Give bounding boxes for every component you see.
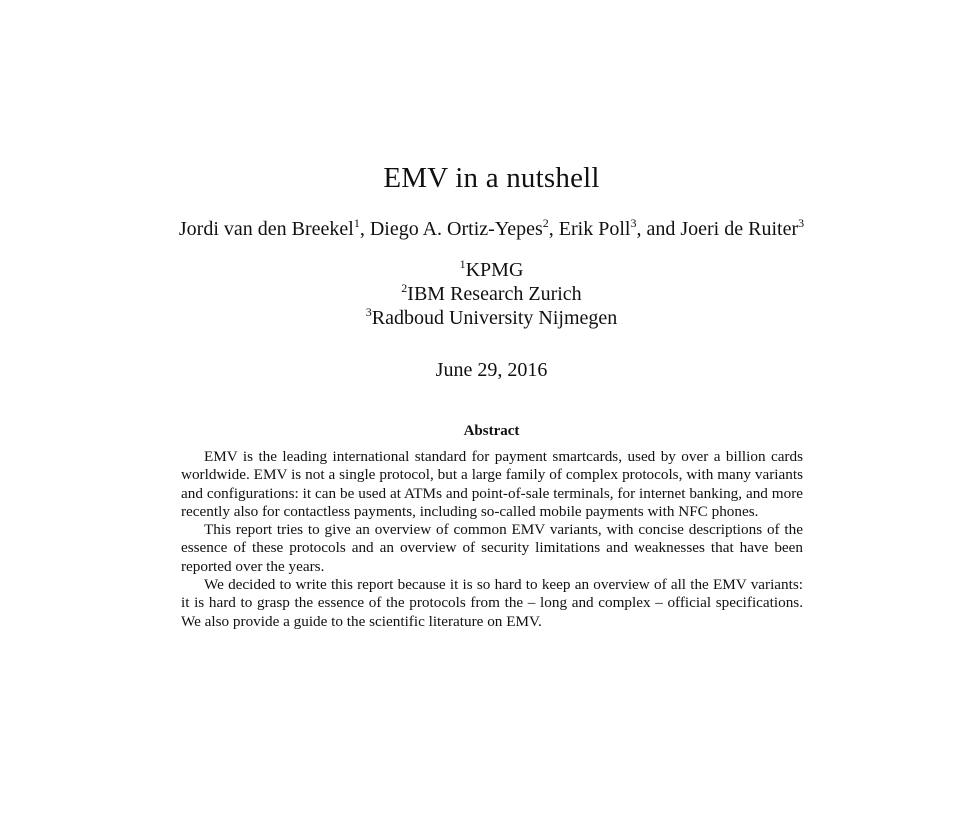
abstract-body [181, 448, 803, 631]
paper-title: EMV in a nutshell [383, 162, 600, 194]
affiliation-item [0, 306, 976, 330]
author-name: Diego A. Ortiz-Yepes [369, 218, 543, 240]
author-separator: , [359, 218, 370, 240]
author-affiliation-mark: 1 [353, 216, 360, 230]
affiliation-list [0, 258, 976, 330]
affiliation-name: Radboud University Nijmegen [371, 307, 618, 329]
affiliation-item [0, 258, 976, 282]
abstract-heading: Abstract [463, 423, 520, 439]
publication-date: June 29, 2016 [435, 359, 548, 381]
affiliation-number: 2 [401, 281, 408, 295]
affiliation-name: KPMG [465, 259, 524, 281]
author-affiliation-mark: 2 [542, 216, 549, 230]
author-affiliation-mark: 3 [630, 216, 637, 230]
author-separator: , [548, 218, 559, 240]
abstract-paragraph: This report tries to give an overview of common EMV variants, with concise descriptions of the essence of these protocols and an overview of security limitations and weaknesses that have been reported over the years. [181, 521, 803, 575]
affiliation-number: 3 [365, 305, 372, 319]
abstract-paragraph: EMV is the leading international standard for payment smartcards, used by over a billion cards worldwide. EMV is not a single protocol, but a large family of complex protocols, with many variants and configurations: it can be used at ATMs and point-of-sale terminals, for internet banking, and more recently also for contactless payments, including so-called mobile payments with NFC phones. [181, 448, 803, 520]
author-separator: , and [636, 218, 681, 240]
author-name: Erik Poll [558, 218, 631, 240]
author-list [0, 218, 976, 241]
abstract-paragraph: We decided to write this report because it is so hard to keep an overview of all the EMV variants: it is hard to grasp the essence of the protocols from the – long and complex – official specifications. We also provide a guide to the scientific literature on EMV. [181, 576, 803, 630]
affiliation-number: 1 [459, 257, 466, 271]
author-name: Joeri de Ruiter [680, 218, 799, 240]
affiliation-name: IBM Research Zurich [407, 283, 582, 305]
author-name: Jordi van den Breekel [178, 218, 354, 240]
affiliation-item [0, 282, 976, 306]
author-affiliation-mark: 3 [798, 216, 805, 230]
